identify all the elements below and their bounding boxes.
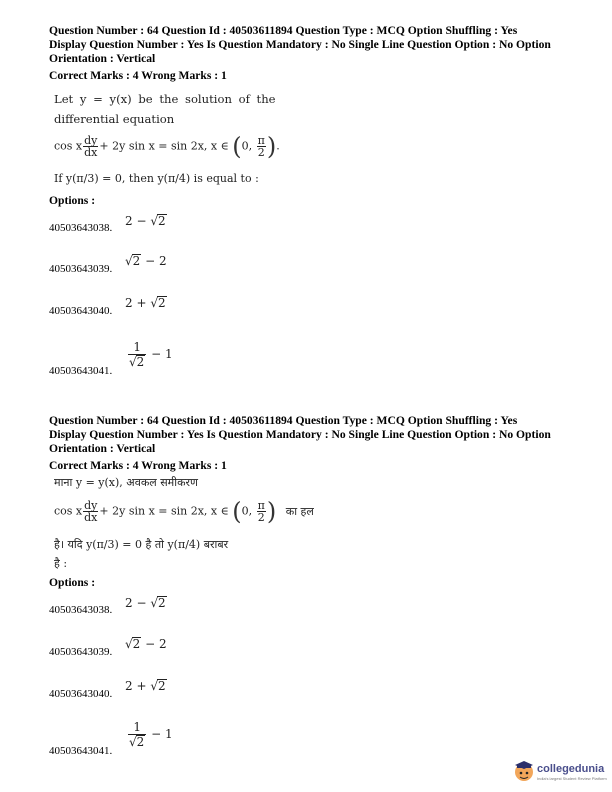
right-paren: ) <box>266 132 277 161</box>
option-id: 40503643040. <box>49 688 113 700</box>
sqrt-icon: √ <box>129 355 137 369</box>
option-suffix: − 1 <box>151 727 173 741</box>
question-text-line1: Let y = y(x) be the solution of the <box>54 92 276 106</box>
option-value <box>127 720 173 749</box>
option-id: 40503643039. <box>49 263 113 275</box>
eq-rest: + 2y sin x = sin 2x, x ∈ <box>99 139 229 153</box>
options-label: Options : <box>49 576 96 589</box>
eq-cos: cos x <box>54 139 83 153</box>
logo-wordmark: collegedunia <box>537 763 605 775</box>
right-paren: ) <box>266 497 277 526</box>
option-prefix: 2 − <box>125 596 147 610</box>
option-suffix: − 2 <box>145 637 167 651</box>
option-value <box>127 340 173 369</box>
differential-equation <box>54 132 280 161</box>
question-header-line2: Display Question Number : Yes Is Question Mandatory : No Single Line Question Option : No Option <box>49 428 551 441</box>
option-id: 40503643038. <box>49 604 113 616</box>
eq-rest: + 2y sin x = sin 2x, x ∈ <box>99 504 229 518</box>
option-radicand: 2 <box>132 637 141 651</box>
eq-pi: π <box>257 499 265 512</box>
left-paren: ( <box>232 132 242 161</box>
option-radicand: 2 <box>136 735 145 749</box>
options-label: Options : <box>49 194 96 207</box>
option-value <box>125 679 167 693</box>
sqrt-icon: √ <box>150 596 158 610</box>
eq-two: 2 <box>257 146 265 159</box>
question-text-line2: differential equation <box>54 112 175 126</box>
option-suffix: − 2 <box>145 254 167 268</box>
option-fraction <box>128 720 146 749</box>
eq-cos: cos x <box>54 504 83 518</box>
eq-interval-start: 0, <box>241 139 253 153</box>
marks-line: Correct Marks : 4 Wrong Marks : 1 <box>49 459 227 472</box>
option-prefix: 2 − <box>125 214 147 228</box>
question-header-line3: Orientation : Vertical <box>49 52 156 65</box>
question-header-line2: Display Question Number : Yes Is Question Mandatory : No Single Line Question Option : No Option <box>49 38 551 51</box>
option-id: 40503643038. <box>49 222 113 234</box>
eq-num: dy <box>84 134 98 147</box>
left-paren: ( <box>232 497 242 526</box>
option-id: 40503643041. <box>49 745 113 757</box>
differential-equation <box>54 497 314 526</box>
eq-num: dy <box>84 499 98 512</box>
marks-line: Correct Marks : 4 Wrong Marks : 1 <box>49 69 227 82</box>
sqrt-icon: √ <box>129 735 137 749</box>
eq-after: . <box>276 139 280 153</box>
sqrt-icon: √ <box>150 296 158 310</box>
question-text-line3: है। यदि y(π/3) = 0 है तो y(π/4) बराबर <box>54 538 229 551</box>
option-fraction <box>128 340 146 369</box>
option-den <box>128 355 146 369</box>
eq-pi-over-two <box>257 500 266 523</box>
option-id: 40503643041. <box>49 365 113 377</box>
eq-pi: π <box>257 134 265 147</box>
eq-den: dx <box>84 146 98 159</box>
option-radicand: 2 <box>158 679 166 693</box>
sqrt-icon: √ <box>150 214 158 228</box>
option-num: 1 <box>128 720 146 735</box>
option-suffix: − 1 <box>151 347 173 361</box>
question-header-line1: Question Number : 64 Question Id : 40503611894 Question Type : MCQ Option Shuffling : Yes <box>49 24 518 37</box>
eq-two: 2 <box>257 511 265 524</box>
sqrt-icon: √ <box>125 637 133 651</box>
option-id: 40503643040. <box>49 305 113 317</box>
eq-derivative <box>83 500 98 523</box>
eq-derivative <box>83 135 98 158</box>
option-value <box>125 637 167 651</box>
option-den <box>128 735 146 749</box>
option-radicand: 2 <box>158 296 166 310</box>
option-value <box>125 296 167 310</box>
question-text-line3: If y(π/3) = 0, then y(π/4) is equal to : <box>54 172 259 185</box>
option-radicand: 2 <box>158 596 166 610</box>
option-prefix: 2 + <box>125 296 147 310</box>
eq-pi-over-two <box>257 135 266 158</box>
collegedunia-logo-icon <box>513 760 535 786</box>
option-value <box>125 596 167 610</box>
option-radicand: 2 <box>158 214 166 228</box>
question-header-line3: Orientation : Vertical <box>49 442 156 455</box>
question-header-line1: Question Number : 64 Question Id : 40503611894 Question Type : MCQ Option Shuffling : Yes <box>49 414 518 427</box>
option-prefix: 2 + <box>125 679 147 693</box>
eq-den: dx <box>84 511 98 524</box>
logo-tagline: India's largest Student Review Platform <box>537 776 607 781</box>
option-value <box>125 254 167 268</box>
question-text-line1: माना y = y(x), अवकल समीकरण <box>54 476 198 489</box>
option-num: 1 <box>128 340 146 355</box>
option-id: 40503643039. <box>49 646 113 658</box>
option-value <box>125 214 167 228</box>
option-radicand: 2 <box>132 254 141 268</box>
sqrt-icon: √ <box>150 679 158 693</box>
option-radicand: 2 <box>136 355 145 369</box>
question-text-line4: है : <box>54 557 68 570</box>
eq-interval-start: 0, <box>241 504 253 518</box>
eq-after: का हल <box>285 504 314 518</box>
sqrt-icon: √ <box>125 254 133 268</box>
